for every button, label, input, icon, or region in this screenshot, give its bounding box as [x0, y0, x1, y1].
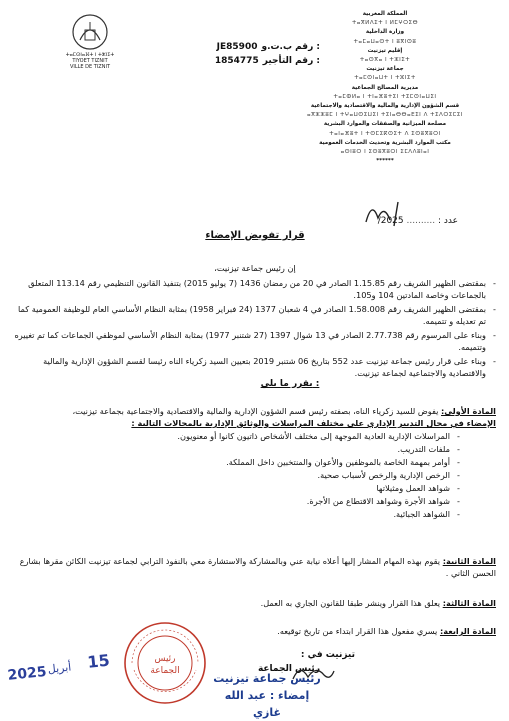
preamble-block: [14, 277, 496, 381]
admin-line: جماعة تيزنيت: [366, 66, 404, 73]
date-stamp-day: 15: [86, 650, 111, 672]
reference-value-bvt: JE85900: [216, 42, 258, 52]
article-3: [14, 597, 496, 609]
date-stamp-year: 2025: [6, 663, 48, 684]
article-2-text: يقوم بهذه المهام المشار إليها أعلاه نيابة عني وبالمشاركة والاستشارة معي بالنفوذ الترابي لجماعة تيزنيت الكائن مقرها بشارع الحسن الثاني .: [19, 556, 496, 578]
admin-line-tifinagh: ⵜⴰⵎⵀⵍⴰ ⵏ ⵜⵏⴰⴼⵓⵜⵉⵏ ⵜⵉⵎⵙⵏⴰⵡⵉⵏ: [333, 93, 437, 100]
article-1-line-1: [14, 405, 496, 417]
admin-line-tifinagh: ⴰⵙⵏⵓⵔ ⵏ ⵉⵙⵓⴳⵓⵔⵏ ⵉⵎⴷⴷⵓⵏⴰⵏ: [340, 149, 430, 156]
admin-line: مديرية المصالح الجماعية: [351, 84, 419, 91]
decision-number-year: 2025/: [377, 216, 404, 226]
article-1-line-2: الإمضاء في مجال التدبير الإداري على مختلف المراسلات والوثائق الإدارية بالمجالات التالية :: [131, 418, 496, 428]
admin-line: مصلحة الميزانية والصفقات والموارد البشرية: [323, 121, 447, 128]
opening-line: إن رئيس جماعة تيزنيت،: [214, 263, 296, 273]
reference-label-bvt: رقم ب.ت.و :: [261, 42, 320, 52]
preamble-item: - بمقتضى الظهير الشريف رقم 1.58.008 الصادر في 4 شعبان 1377 (24 فبراير 1958) بمثابة النظام الأساسي العام للوظيفة العمومية كما تم تعديله و تتميمه.: [14, 303, 496, 327]
decision-number-label: عدد :: [438, 216, 458, 226]
preamble-list: [14, 277, 496, 379]
resolve-heading: يقرر ما يلي :: [260, 379, 320, 389]
article-4: [14, 625, 496, 637]
article-4-text: يسري مفعول هذا القرار ابتداء من تاريخ توقيعه.: [277, 626, 438, 636]
article-1-item: - أوامر بمهمة الخاصة بالموظفين والأعوان والمنتخبين داخل المملكة.: [14, 456, 460, 468]
article-2: [14, 555, 496, 579]
admin-line: مكتب الموارد البشرية وتحديث الخدمات العمومية: [319, 139, 451, 146]
handwritten-number-mark: [358, 198, 418, 228]
admin-line-tifinagh: ⵜⴰⵙⴳⴰ ⵏ ⵜⵣⵏⵉⵜ: [359, 57, 411, 64]
admin-line: المملكة المغربية: [362, 11, 408, 17]
article-1-item: - شواهد الأجرة وشواهد الاقتطاع من الأجرة.: [14, 495, 460, 507]
round-official-stamp: [120, 618, 210, 708]
article-3-label: المادة الثالثة:: [442, 598, 496, 608]
admin-line-tifinagh: ⵜⴰⵏⴰⴼⵓⵜ ⵏ ⵜⵙⵎⵉⴽⵙⵉⵜ ⴷ ⵉⵙⵓⴳⵓⵔⵏ: [329, 130, 441, 137]
preamble-item: - وبناء على قرار رئيس جماعة تيزنيت عدد 552 بتاريخ 06 شتنبر 2019 بتعيين السيد زكرياء الناه رئيسا لقسم الشؤون الإدارية والمالية والاقتصادية والاجتماعية لجماعة تيزنيت.: [14, 355, 496, 379]
place-date-line: تيزنيت في :: [300, 650, 355, 660]
admin-line: قسم الشؤون الإدارية والمالية والاقتصادية والاجتماعية: [310, 103, 460, 110]
admin-line-tifinagh: ⵜⴰⵎⵙⵏⴰⵡⵜ ⵏ ⵜⵣⵏⵉⵜ: [354, 75, 416, 82]
logo-caption-ville: VILLE DE TIZNIT: [69, 64, 111, 70]
president-title: رئيس الجماعة: [257, 664, 320, 674]
preamble-item: - وبناء على المرسوم رقم 2.77.738 الصادر في 13 شوال 1397 (27 شتنبر 1977) بمثابة النظام الأساسي لموظفي الجماعات كما تم تغييره وتتميمه.: [14, 329, 496, 353]
signatory-stamp: [212, 670, 322, 721]
admin-line-tifinagh: ⵜⴰⴳⵍⴷⵉⵜ ⵏ ⵍⵎⵖⵔⵉⴱ: [351, 20, 419, 27]
signatory-stamp-title: رئيس جماعة تيزنيت: [213, 672, 321, 685]
article-1-item: - الرخص الإدارية والرخص لأسباب صحية.: [14, 469, 460, 481]
article-1-label: المادة الأولى:: [441, 406, 496, 416]
decision-number-dots: ..........: [406, 216, 436, 226]
administrative-header: [290, 10, 480, 166]
reference-value-salary: 1854775: [214, 56, 259, 66]
article-4-label: المادة الرابعة:: [439, 626, 496, 636]
admin-line-tifinagh: ⵜⴰⵎⴰⵡⴰⵙⵜ ⵏ ⵓⴳⵏⵙⵓ: [353, 38, 417, 45]
preamble-item: - بمقتضى الظهير الشريف رقم 1.15.85 الصادر في 20 من رمضان 1436 (7 يوليو 2015) بتنفيذ القانون التنظيمي رقم 113.14 المتعلق بالجماعات وخاصة المادتين 104 و105.: [14, 277, 496, 301]
date-stamp-month: أبريل: [47, 660, 72, 676]
admin-line-tifinagh: ⴰⴳⵣⵣⵓⵎ ⵏ ⵜⵖⴰⵡⵙⵉⵡⵉⵏ ⵜⵉⵏⴰⴱⴱⴰⴹⵉⵏ ⴷ ⵜⵉⴷⵔⵉⵎⵉⵏ: [306, 112, 463, 119]
admin-line: ******: [376, 158, 394, 165]
date-stamp: [6, 647, 116, 685]
admin-line: إقليم تيزنيت: [367, 47, 403, 54]
article-1-item: - شواهد العمل ومثيلاتها: [14, 482, 460, 494]
article-1-item: - الشواهد الجبائية.: [14, 508, 460, 520]
reference-label-salary: رقم التأجير :: [262, 56, 320, 66]
article-1: [14, 405, 496, 521]
document-title: قرار تفويض الإمضاء: [205, 230, 305, 241]
round-stamp-line-1: رئيس: [154, 654, 176, 664]
logo-caption-tiyoet: TIYOET TIZNIT: [72, 58, 108, 64]
logo-caption-tifinagh: ⵜⴰⵎⵙⵏⴰⴼⵜ ⵏ ⵜⵣⵏⵉⵜ: [65, 52, 115, 58]
article-1-item: - المراسلات الإدارية العادية الموجهة إلى مختلف الأشخاص ذاتيون كانوا أو معنويون.: [14, 430, 460, 442]
article-1-items: [14, 430, 496, 520]
signatory-stamp-name: إمضاء : عبد الله غازي: [224, 689, 310, 719]
article-1-text: يفوض للسيد زكرياء الناه، بصفته رئيس قسم الشؤون الإدارية والمالية والاقتصادية والاجتماعية بجماعة تيزنيت،: [72, 406, 439, 416]
round-stamp-line-2: الجماعة: [150, 666, 180, 676]
article-2-label: المادة الثانية:: [442, 556, 496, 566]
article-1-item: - ملفات التدريب.: [14, 443, 460, 455]
logo-caption: [40, 52, 140, 70]
municipality-logo: [70, 12, 110, 52]
article-3-text: يعلق هذا القرار وينشر طبقا للقانون الجاري به العمل.: [260, 598, 441, 608]
admin-line: وزارة الداخلية: [365, 29, 405, 36]
